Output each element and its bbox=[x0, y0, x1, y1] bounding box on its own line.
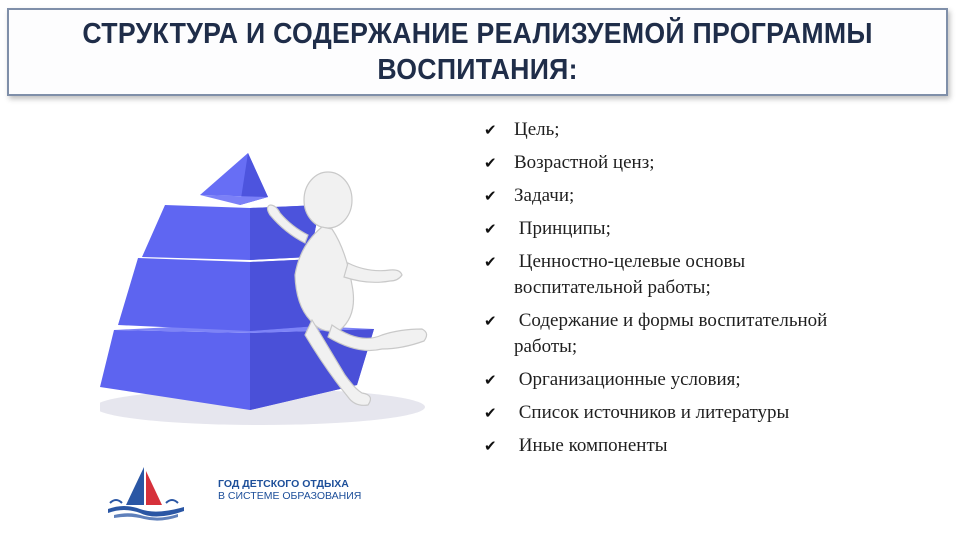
sailboat-logo-icon bbox=[104, 465, 188, 523]
logo-caption-line-1: ГОД ДЕТСКОГО ОТДЫХА bbox=[218, 478, 349, 490]
list-item-text-continued: работы; bbox=[514, 336, 578, 357]
checkmark-icon: ✔ bbox=[484, 187, 497, 205]
slide-title-line-2: ВОСПИТАНИЯ: bbox=[377, 54, 578, 86]
list-item bbox=[482, 433, 952, 459]
checkmark-icon: ✔ bbox=[484, 220, 497, 238]
list-item-text: Принципы; bbox=[514, 218, 611, 239]
pyramid-illustration bbox=[100, 145, 440, 445]
list-item bbox=[482, 150, 952, 176]
checkmark-icon: ✔ bbox=[484, 437, 497, 455]
list-item bbox=[482, 400, 952, 426]
checkmark-icon: ✔ bbox=[484, 404, 497, 422]
list-item-text-continued: воспитательной работы; bbox=[514, 277, 711, 298]
list-item bbox=[482, 216, 952, 242]
list-item bbox=[482, 249, 952, 301]
list-item bbox=[482, 117, 952, 143]
checkmark-icon: ✔ bbox=[484, 253, 497, 271]
list-item-text: Ценностно-целевые основы bbox=[514, 251, 746, 272]
list-item-text: Организационные условия; bbox=[514, 369, 741, 390]
list-item-text: Возрастной ценз; bbox=[514, 152, 655, 173]
list-item-text: Содержание и формы воспитательной bbox=[514, 310, 828, 331]
list-item bbox=[482, 308, 952, 360]
checkmark-icon: ✔ bbox=[484, 371, 497, 389]
checkmark-icon: ✔ bbox=[484, 154, 497, 172]
checkmark-icon: ✔ bbox=[484, 121, 497, 139]
logo-caption-line-2: В СИСТЕМЕ ОБРАЗОВАНИЯ bbox=[218, 490, 362, 502]
list-item-text: Список источников и литературы bbox=[514, 402, 790, 423]
list-item-text: Иные компоненты bbox=[514, 435, 668, 456]
checkmark-icon: ✔ bbox=[484, 312, 497, 330]
list-item bbox=[482, 183, 952, 209]
components-list bbox=[482, 117, 952, 466]
list-item-text: Задачи; bbox=[514, 185, 575, 206]
title-box bbox=[7, 8, 948, 96]
logo-caption bbox=[218, 478, 361, 502]
slide-title-line-1: СТРУКТУРА И СОДЕРЖАНИЕ РЕАЛИЗУЕМОЙ ПРОГРАММЫ bbox=[82, 18, 873, 50]
slide-title bbox=[82, 16, 872, 88]
list-item-text: Цель; bbox=[514, 119, 560, 140]
list-item bbox=[482, 367, 952, 393]
